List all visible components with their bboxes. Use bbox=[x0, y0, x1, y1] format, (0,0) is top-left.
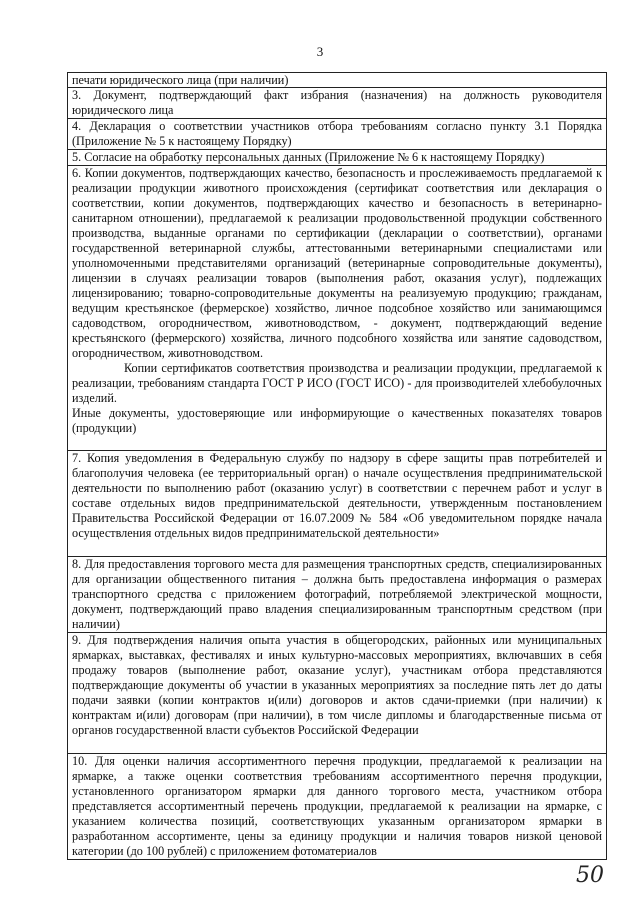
table-row bbox=[68, 451, 606, 557]
table-row bbox=[68, 119, 606, 150]
row-text: 9. Для подтверждения наличия опыта участия в общегородских, районных или муниципальных ярмарках, выставках, фестивалях и иных культурно-массовых мероприятиях, включавших в себя продажу товаров (выполнение работ, оказание услуг), участникам отбора представляются подтверждающие документы об участии в указанных мероприятиях за последние пять лет до даты подачи заявки (копии контрактов и(или) договоров и актов сдачи-приемки (при наличии) к контрактам и(или) договорам (при наличии), в том числе дипломы и благодарственные письма от органов государственной власти субъектов Российской Федерации bbox=[72, 633, 602, 737]
row-text: печати юридического лица (при наличии) bbox=[72, 73, 289, 87]
row-text: 10. Для оценки наличия ассортиментного перечня продукции, предлагаемой к реализации на ярмарке, а также оценки соответствия требованиям ассортиментного перечня продукции, установленного организатором ярмарки для данного торгового места, участником отбора представляется ассортиментный перечень продукции, предлагаемой к реализации на ярмарке, с указанием количества позиций, соответствующих указанным организатором ярмарки в разработанном ассортименте, цены за единицу продукции и наличия товаров низкой ценовой категории (до 100 рублей) с приложением фотоматериалов bbox=[72, 754, 602, 858]
table-row bbox=[68, 557, 606, 633]
row-text-paragraph: Иные документы, удостоверяющие или информирующие о качественных показателях товаров (продукции) bbox=[72, 406, 602, 435]
documents-table bbox=[67, 72, 607, 860]
row-text: 4. Декларация о соответствии участников отбора требованиям согласно пункту 3.1 Порядка (Приложение № 5 к настоящему Порядку) bbox=[72, 119, 602, 148]
row-text: 5. Согласие на обработку персональных данных (Приложение № 6 к настоящему Порядку) bbox=[72, 150, 545, 164]
table-row bbox=[68, 166, 606, 451]
table-row bbox=[68, 150, 606, 166]
table-row bbox=[68, 754, 606, 860]
row-text: 6. Копии документов, подтверждающих качество, безопасность и прослеживаемость предлагаемой к реализации продукции животного происхождения (сертификат соответствия или декларация о соответствии, копии документов, подтверждающих качество и безопасность в ветеринарно-санитарном отношении), предлагаемой к реализации продовольственной продукции собственного производства, выданные органами по сертификации (декларации о соответствии), органами государственной ветеринарной службы, аттестованными ветеринарными специалистами или уполномоченными представителями организаций (ветеринарные сопроводительные документы), лицензии в случаях реализации товаров (выполнения работ, оказания услуг), подлежащих лицензированию; товарно-сопроводительные документы на реализуемую продукцию; гражданам, ведущим крестьянское (фермерское) хозяйство, личное подсобное хозяйство или занимающимся садоводством, огородничеством, животноводством, - документ, подтверждающий ведение крестьянского (фермерского) хозяйства, личного подсобного хозяйства или занятие садоводством, огородничеством, животноводством. bbox=[72, 166, 602, 360]
row-text: 7. Копия уведомления в Федеральную службу по надзору в сфере защиты прав потребителей и благополучия человека (ее территориальный орган) о начале осуществления предпринимательской деятельности по выполнению работ (оказанию услуг) в соответствии с перечнем работ и услуг в составе отдельных видов предпринимательской деятельности, утвержденным постановлением Правительства Российской Федерации от 16.07.2009 № 584 «Об уведомительном порядке начала осуществления отдельных видов предпринимательской деятельности» bbox=[72, 451, 602, 540]
table-row bbox=[68, 88, 606, 119]
handwritten-page-mark: 50 bbox=[576, 863, 604, 888]
table-row bbox=[68, 633, 606, 754]
page-number: 3 bbox=[316, 44, 324, 59]
table-row bbox=[68, 73, 606, 88]
row-text-paragraph: Копии сертификатов соответствия производства и реализации продукции, предлагаемой к реализации, требованиям стандарта ГОСТ Р ИСО (ГОСТ ИСО) - для производителей хлебобулочных изделий. bbox=[72, 361, 602, 405]
row-text: 8. Для предоставления торгового места для размещения транспортных средств, специализированных для организации общественного питания – должна быть предоставлена информация о размерах транспортного средства с приложением фотографий, потребляемой электрической мощности, документ, подтверждающий право владения специализированным транспортным средством (при наличии) bbox=[72, 557, 602, 631]
row-text: 3. Документ, подтверждающий факт избрания (назначения) на должность руководителя юридического лица bbox=[72, 88, 602, 117]
